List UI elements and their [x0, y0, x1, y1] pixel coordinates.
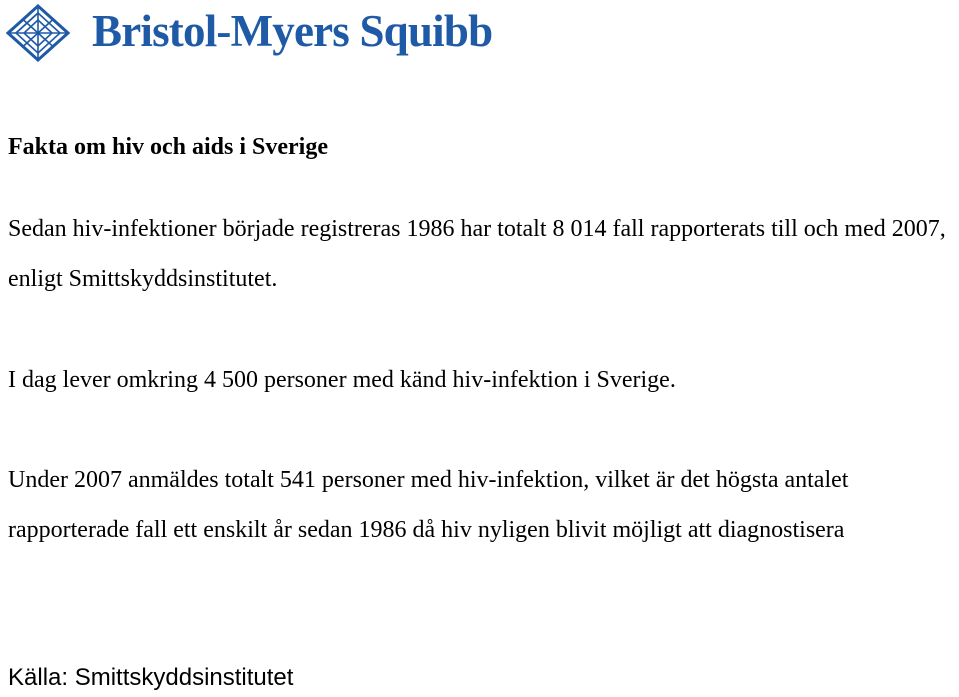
bms-star-logo-icon — [6, 4, 70, 62]
paragraph-2007-reports: Under 2007 anmäldes totalt 541 personer med hiv-infektion, vilket är det högsta antalet rapporterade fall ett enskilt år sedan 1986 då hiv nyligen blivit möjligt att diagnostisera — [8, 467, 849, 543]
company-logo — [6, 4, 492, 62]
company-name: Bristol-Myers Squibb — [92, 5, 493, 56]
document-title: Fakta om hiv och aids i Sverige — [8, 134, 329, 160]
paragraph-living-with-hiv: I dag lever omkring 4 500 personer med känd hiv-infektion i Sverige. — [8, 367, 676, 393]
paragraph-registered-cases: Sedan hiv-infektioner började registreras 1986 har totalt 8 014 fall rapporterats till och med 2007, enligt Smittskyddsinstitutet. — [8, 216, 946, 292]
source-citation: Källa: Smittskyddsinstitutet — [8, 664, 294, 691]
